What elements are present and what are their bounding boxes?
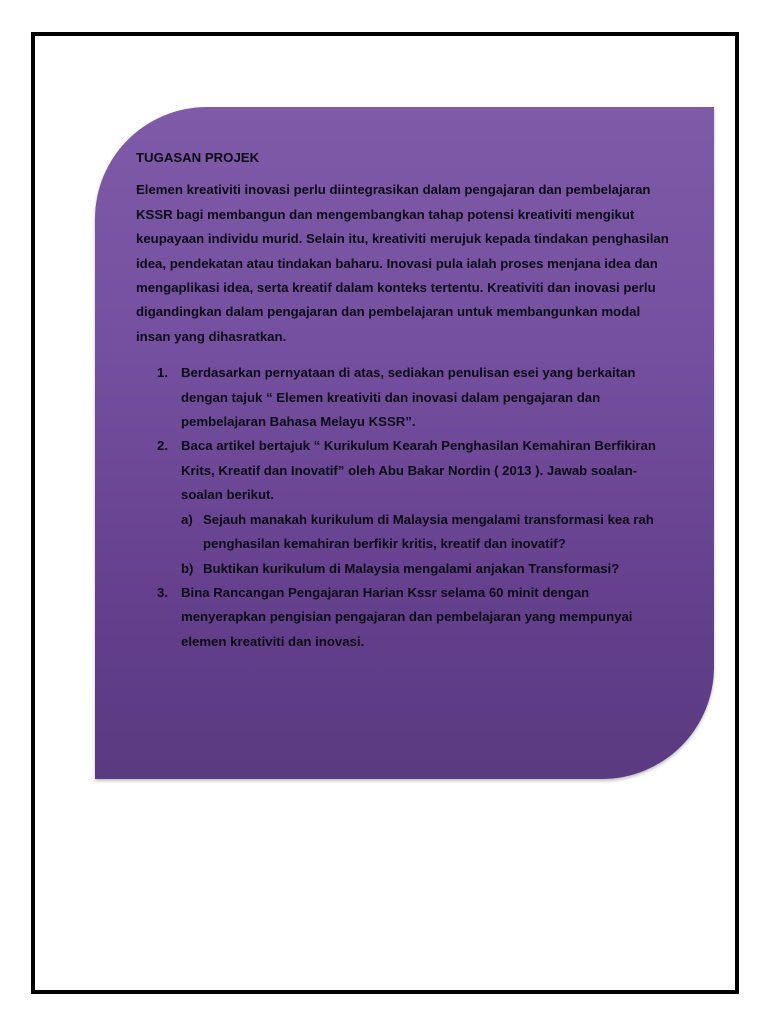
subtask-list [181, 508, 676, 581]
subtask-item-b [181, 557, 676, 581]
task-item-2 [136, 434, 676, 580]
document-content [136, 146, 676, 654]
subtask-item-a [181, 508, 676, 557]
task-number: 1. [157, 365, 168, 381]
task-item-1 [136, 361, 676, 434]
task-number: 2. [157, 438, 168, 454]
task-number: 3. [157, 584, 168, 600]
document-title: TUGASAN PROJEK [136, 150, 260, 165]
task-text: Berdasarkan pernyataan di atas, sediakan penulisan esei yang berkaitan dengan tajuk “ Elemen kreativiti dan inovasi dalam pengajaran dan pembelajaran Bahasa Melayu KSSR”. [181, 365, 636, 430]
subtask-text: Buktikan kurikulum di Malaysia mengalami anjakan Transformasi? [203, 560, 620, 576]
task-text: Baca artikel bertajuk “ Kurikulum Kearah Penghasilan Kemahiran Berfikiran Krits, Kreatif dan Inovatif” oleh Abu Bakar Nordin ( 2013 ). Jawab soalan-soalan berikut. [181, 438, 656, 503]
intro-paragraph: Elemen kreativiti inovasi perlu diintegrasikan dalam pengajaran dan pembelajaran KSSR bagi membangun dan mengembangkan tahap potensi kreativiti mengikut keupayaan individu murid. Selain itu, kreativiti merujuk kepada tindakan penghasilan idea, pendekatan atau tindakan baharu. Inovasi pula ialah proses menjana idea dan mengaplikasi idea, serta kreatif dalam konteks tertentu. Kreativiti dan inovasi perlu digandingkan dalam pengajaran dan pembelajaran untuk membangunkan modal insan yang dihasratkan. [136, 182, 669, 344]
subtask-label: b) [181, 560, 194, 576]
task-item-3 [136, 581, 676, 654]
subtask-label: a) [181, 511, 193, 527]
task-text: Bina Rancangan Pengajaran Harian Kssr selama 60 minit dengan menyerapkan pengisian pengajaran dan pembelajaran yang mempunyai elemen kreativiti dan inovasi. [181, 584, 633, 649]
subtask-text: Sejauh manakah kurikulum di Malaysia mengalami transformasi kea rah penghasilan kemahiran berfikir kritis, kreatif dan inovatif? [203, 511, 654, 552]
task-list [136, 361, 676, 654]
